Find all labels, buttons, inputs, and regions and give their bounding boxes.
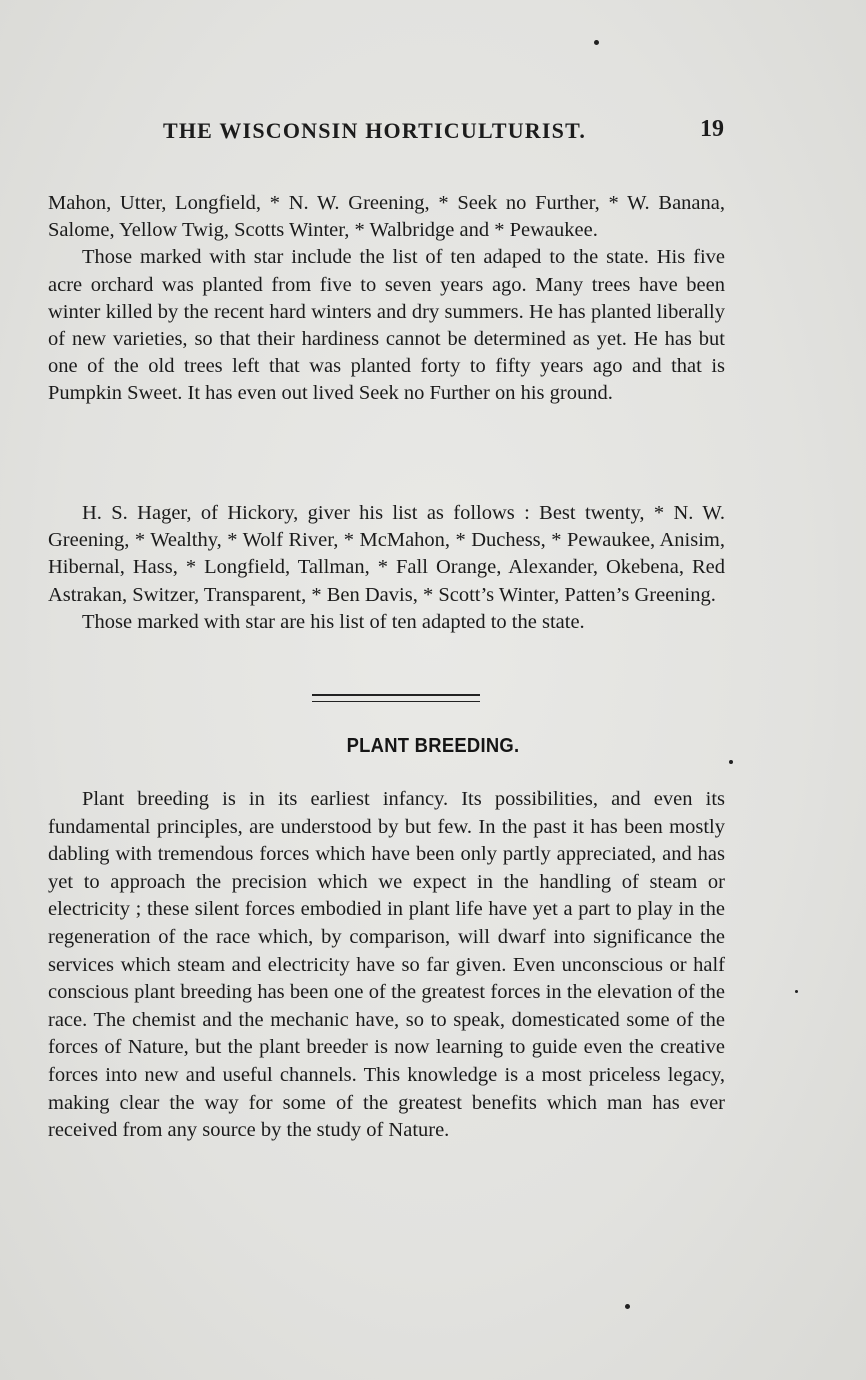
- orchard-paragraph: Those marked with star include the list of ten adaped to the state. His five acre orchard was planted from five to seven years ago. Many trees have been winter killed by the recent hard winters and dry summers. He has planted liberally of new varieties, so that their hardiness cannot be determined as yet. He has but one of the old trees left that was planted forty to fifty years ago and that is Pumpkin Sweet. It has even out lived Seek no Further on his ground.: [48, 246, 725, 405]
- hager-text-block: [48, 500, 725, 636]
- section-divider-rule-thin: [312, 701, 480, 702]
- paper-speck: [795, 990, 798, 993]
- plant-breeding-text-block: [48, 786, 725, 1145]
- paper-speck: [625, 1304, 630, 1309]
- paper-speck: [594, 40, 599, 45]
- page-number: 19: [700, 116, 724, 142]
- variety-list-continued: Mahon, Utter, Longfield, * N. W. Greening, * Seek no Further, * W. Banana, Salome, Yellow Twig, Scotts Winter, * Walbridge and * Pewaukee.: [48, 192, 725, 242]
- section-heading: PLANT BREEDING.: [346, 735, 520, 757]
- paper-speck: [729, 760, 733, 764]
- continued-text-block: [48, 190, 725, 408]
- plant-breeding-paragraph: Plant breeding is in its earliest infancy. Its possibilities, and even its fundamental principles, are understood by but few. In the past it has been mostly dabling with tremendous forces which have been only partly appreciated, and has yet to approach the precision which we expect in the handling of steam or electricity ; these silent forces embodied in plant life have yet a part to play in the regeneration of the race which, by comparison, will dwarf into significance the services which steam and electricity have so far given. Even unconscious or half conscious plant breeding has been one of the greatest forces in the elevation of the race. The chemist and the mechanic have, so to speak, domesticated some of the forces of Nature, but the plant breeder is now learning to guide even the creative forces into new and useful channels. This knowledge is a most priceless legacy, making clear the way for some of the greatest benefits which man has ever received from any source by the study of Nature.: [48, 788, 725, 1142]
- hager-list-paragraph: H. S. Hager, of Hickory, giver his list as follows : Best twenty, * N. W. Greening, * Wealthy, * Wolf River, * McMahon, * Duchess, * Pewaukee, Anisim, Hibernal, Hass, * Longfield, Tallman, * Fall Orange, Alexander, Okebena, Red Astrakan, Switzer, Transparent, * Ben Davis, * Scott’s Winter, Patten’s Greening.: [48, 502, 725, 606]
- section-divider-rule: [312, 694, 480, 696]
- running-head: THE WISCONSIN HORTICULTURIST.: [163, 118, 587, 143]
- star-note-paragraph: Those marked with star are his list of ten adapted to the state.: [82, 610, 585, 633]
